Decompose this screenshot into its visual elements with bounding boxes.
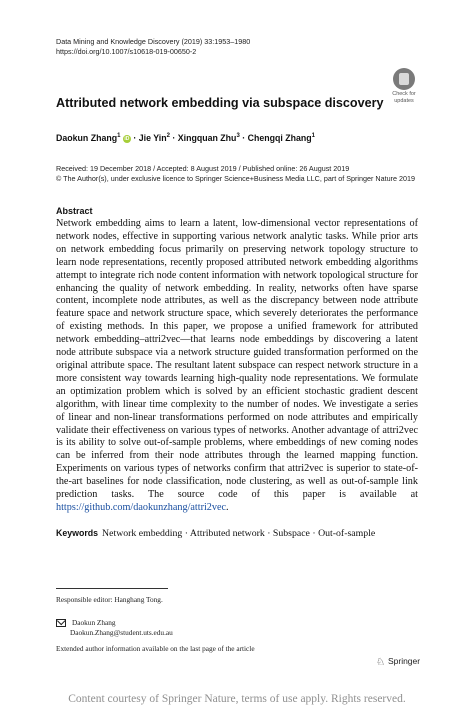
responsible-editor: Responsible editor: Hanghang Tong. — [56, 595, 163, 604]
publisher-logo — [376, 656, 420, 668]
extended-author-info: Extended author information available on the last page of the article — [56, 644, 255, 653]
author-name[interactable]: Chengqi Zhang — [247, 133, 312, 143]
author-name[interactable]: Jie Yin — [138, 133, 167, 143]
abstract-end: . — [226, 501, 229, 513]
abstract-body — [56, 218, 418, 515]
keywords-line — [56, 528, 375, 539]
orcid-icon[interactable]: iD — [124, 136, 130, 142]
journal-citation: Data Mining and Knowledge Discovery (2019) 33:1953–1980 — [56, 37, 251, 46]
badge-line-1: Check for — [392, 91, 416, 97]
keywords-text: Network embedding · Attributed network · Subspace · Out-of-sample — [102, 528, 376, 539]
keywords-label: Keywords — [56, 528, 99, 538]
article-title: Attributed network embedding via subspace discovery — [56, 96, 384, 110]
corresponding-author — [56, 618, 116, 628]
bookmark-icon — [393, 68, 415, 90]
author-separator: · — [172, 133, 176, 143]
author-separator: · — [242, 133, 246, 143]
abstract-text: Network embedding aims to learn a latent, low-dimensional vector representations of network nodes, effective in supporting various network analytic tasks. While prior arts on network embedding focus primarily on preserving network topology structure to learn node representations, recently proposed attributed network embedding algorithms attempt to integrate rich node content information with network topological structure for enhancing the quality of network embedding. In reality, networks often have sparse content, incomplete node attributes, as well as the discrepancy between node attribute feature space and network structure space, which severely deteriorates the performance of existing methods. In this paper, we propose a unified framework for attributed network embedding–attri2vec—that learns node embeddings by discovering a latent node attribute subspace via a network structure guided transformation performed on the original attribute space. The resultant latent subspace can respect network structure in a more consistent way towards learning high-quality node representations. We formulate an optimization problem which is solved by an efficient stochastic gradient descent algorithm, with linear time complexity to the number of nodes. We investigate a series of linear and non-linear transformations performed on node attributes and empirically validate their effectiveness on various types of networks. Another advantage of attri2vec is its ability to solve out-of-sample problems, where embeddings of new coming nodes can be inferred from their node attributes through the learned mapping function. Experiments on various types of networks confirm that attri2vec is superior to state-of-the-art baselines for node classification, node clustering, as well as out-of-sample link prediction tasks. The source code of this paper is available at — [56, 218, 418, 501]
check-for-updates-badge[interactable] — [388, 68, 420, 104]
corresponding-name: Daokun Zhang — [72, 618, 116, 627]
author-affiliation: 1 — [117, 133, 121, 140]
journal-doi[interactable]: https://doi.org/10.1007/s10618-019-00650-2 — [56, 47, 197, 56]
author-affiliation: 2 — [166, 133, 170, 140]
received-accepted-published: Received: 19 December 2018 / Accepted: 8 August 2019 / Published online: 26 August 2019 — [56, 164, 350, 173]
publisher-name: Springer — [387, 656, 421, 666]
author-name[interactable]: Daokun Zhang — [56, 133, 118, 143]
source-code-link[interactable]: https://github.com/daokunzhang/attri2vec — [56, 501, 227, 513]
journal-header — [56, 37, 250, 57]
courtesy-watermark: Content courtesy of Springer Nature, terms of use apply. Rights reserved. — [68, 693, 406, 705]
author-separator: · — [133, 133, 137, 143]
corresponding-email[interactable]: Daokun.Zhang@student.uts.edu.au — [70, 628, 173, 637]
author-list — [56, 133, 315, 143]
footnote-divider — [56, 588, 168, 589]
envelope-icon — [56, 619, 66, 627]
author-affiliation: 3 — [236, 133, 240, 140]
copyright-line: © The Author(s), under exclusive licence to Springer Science+Business Media LLC, part of Springer Nature 2019 — [56, 174, 415, 183]
author-name[interactable]: Xingquan Zhu — [177, 133, 237, 143]
author-affiliation: 1 — [311, 133, 315, 140]
badge-line-2: updates — [394, 98, 414, 104]
publication-history — [56, 164, 415, 184]
abstract-heading: Abstract — [56, 206, 93, 216]
springer-horse-icon: ♘ — [376, 657, 385, 668]
